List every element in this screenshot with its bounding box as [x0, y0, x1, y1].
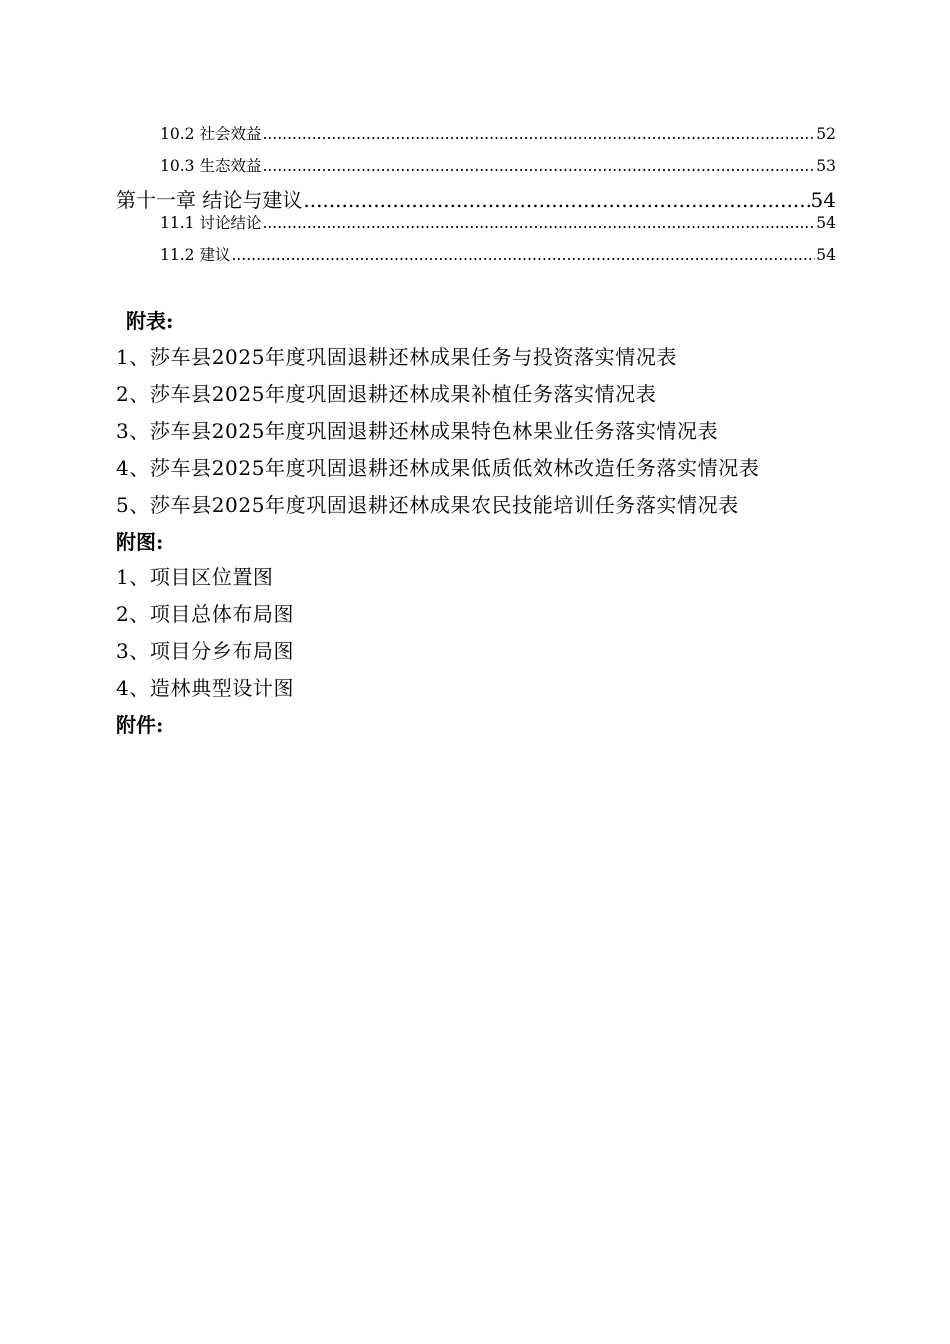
toc-entry-label: 10.2 社会效益 [160, 125, 262, 143]
toc-leader-dots [303, 186, 809, 214]
appendix-tables-heading: 附表: [126, 309, 174, 333]
toc-entry-chapter-11[interactable] [116, 186, 836, 214]
toc-entry-label: 11.2 建议 [160, 246, 231, 264]
appendix-figures-heading: 附图: [116, 530, 164, 554]
toc-entry-page: 54 [810, 188, 836, 212]
toc-leader-dots [231, 244, 815, 266]
toc-entry-10-3[interactable] [160, 155, 836, 177]
appendix-table-item: 4、莎车县2025年度巩固退耕还林成果低质低效林改造任务落实情况表 [116, 456, 760, 480]
toc-leader-dots [262, 155, 815, 177]
appendix-figure-item: 2、项目总体布局图 [116, 602, 295, 626]
toc-entry-page: 54 [816, 246, 836, 264]
toc-entry-10-2[interactable] [160, 123, 836, 145]
appendix-figure-item: 4、造林典型设计图 [116, 676, 295, 700]
toc-entry-page: 52 [816, 125, 836, 143]
appendix-table-item: 5、莎车县2025年度巩固退耕还林成果农民技能培训任务落实情况表 [116, 493, 739, 517]
toc-leader-dots [262, 123, 815, 145]
appendix-figure-item: 3、项目分乡布局图 [116, 639, 295, 663]
toc-entry-label: 10.3 生态效益 [160, 157, 262, 175]
toc-entry-11-1[interactable] [160, 212, 836, 234]
appendix-table-item: 2、莎车县2025年度巩固退耕还林成果补植任务落实情况表 [116, 382, 657, 406]
toc-entry-label: 11.1 讨论结论 [160, 214, 262, 232]
toc-entry-page: 54 [816, 214, 836, 232]
attachments-heading: 附件: [116, 713, 164, 737]
appendix-figure-item: 1、项目区位置图 [116, 565, 274, 589]
toc-entry-page: 53 [816, 157, 836, 175]
appendix-table-item: 1、莎车县2025年度巩固退耕还林成果任务与投资落实情况表 [116, 345, 678, 369]
toc-leader-dots [262, 212, 815, 234]
toc-entry-11-2[interactable] [160, 244, 836, 266]
appendix-table-item: 3、莎车县2025年度巩固退耕还林成果特色林果业任务落实情况表 [116, 419, 719, 443]
toc-entry-label: 第十一章 结论与建议 [116, 188, 303, 212]
